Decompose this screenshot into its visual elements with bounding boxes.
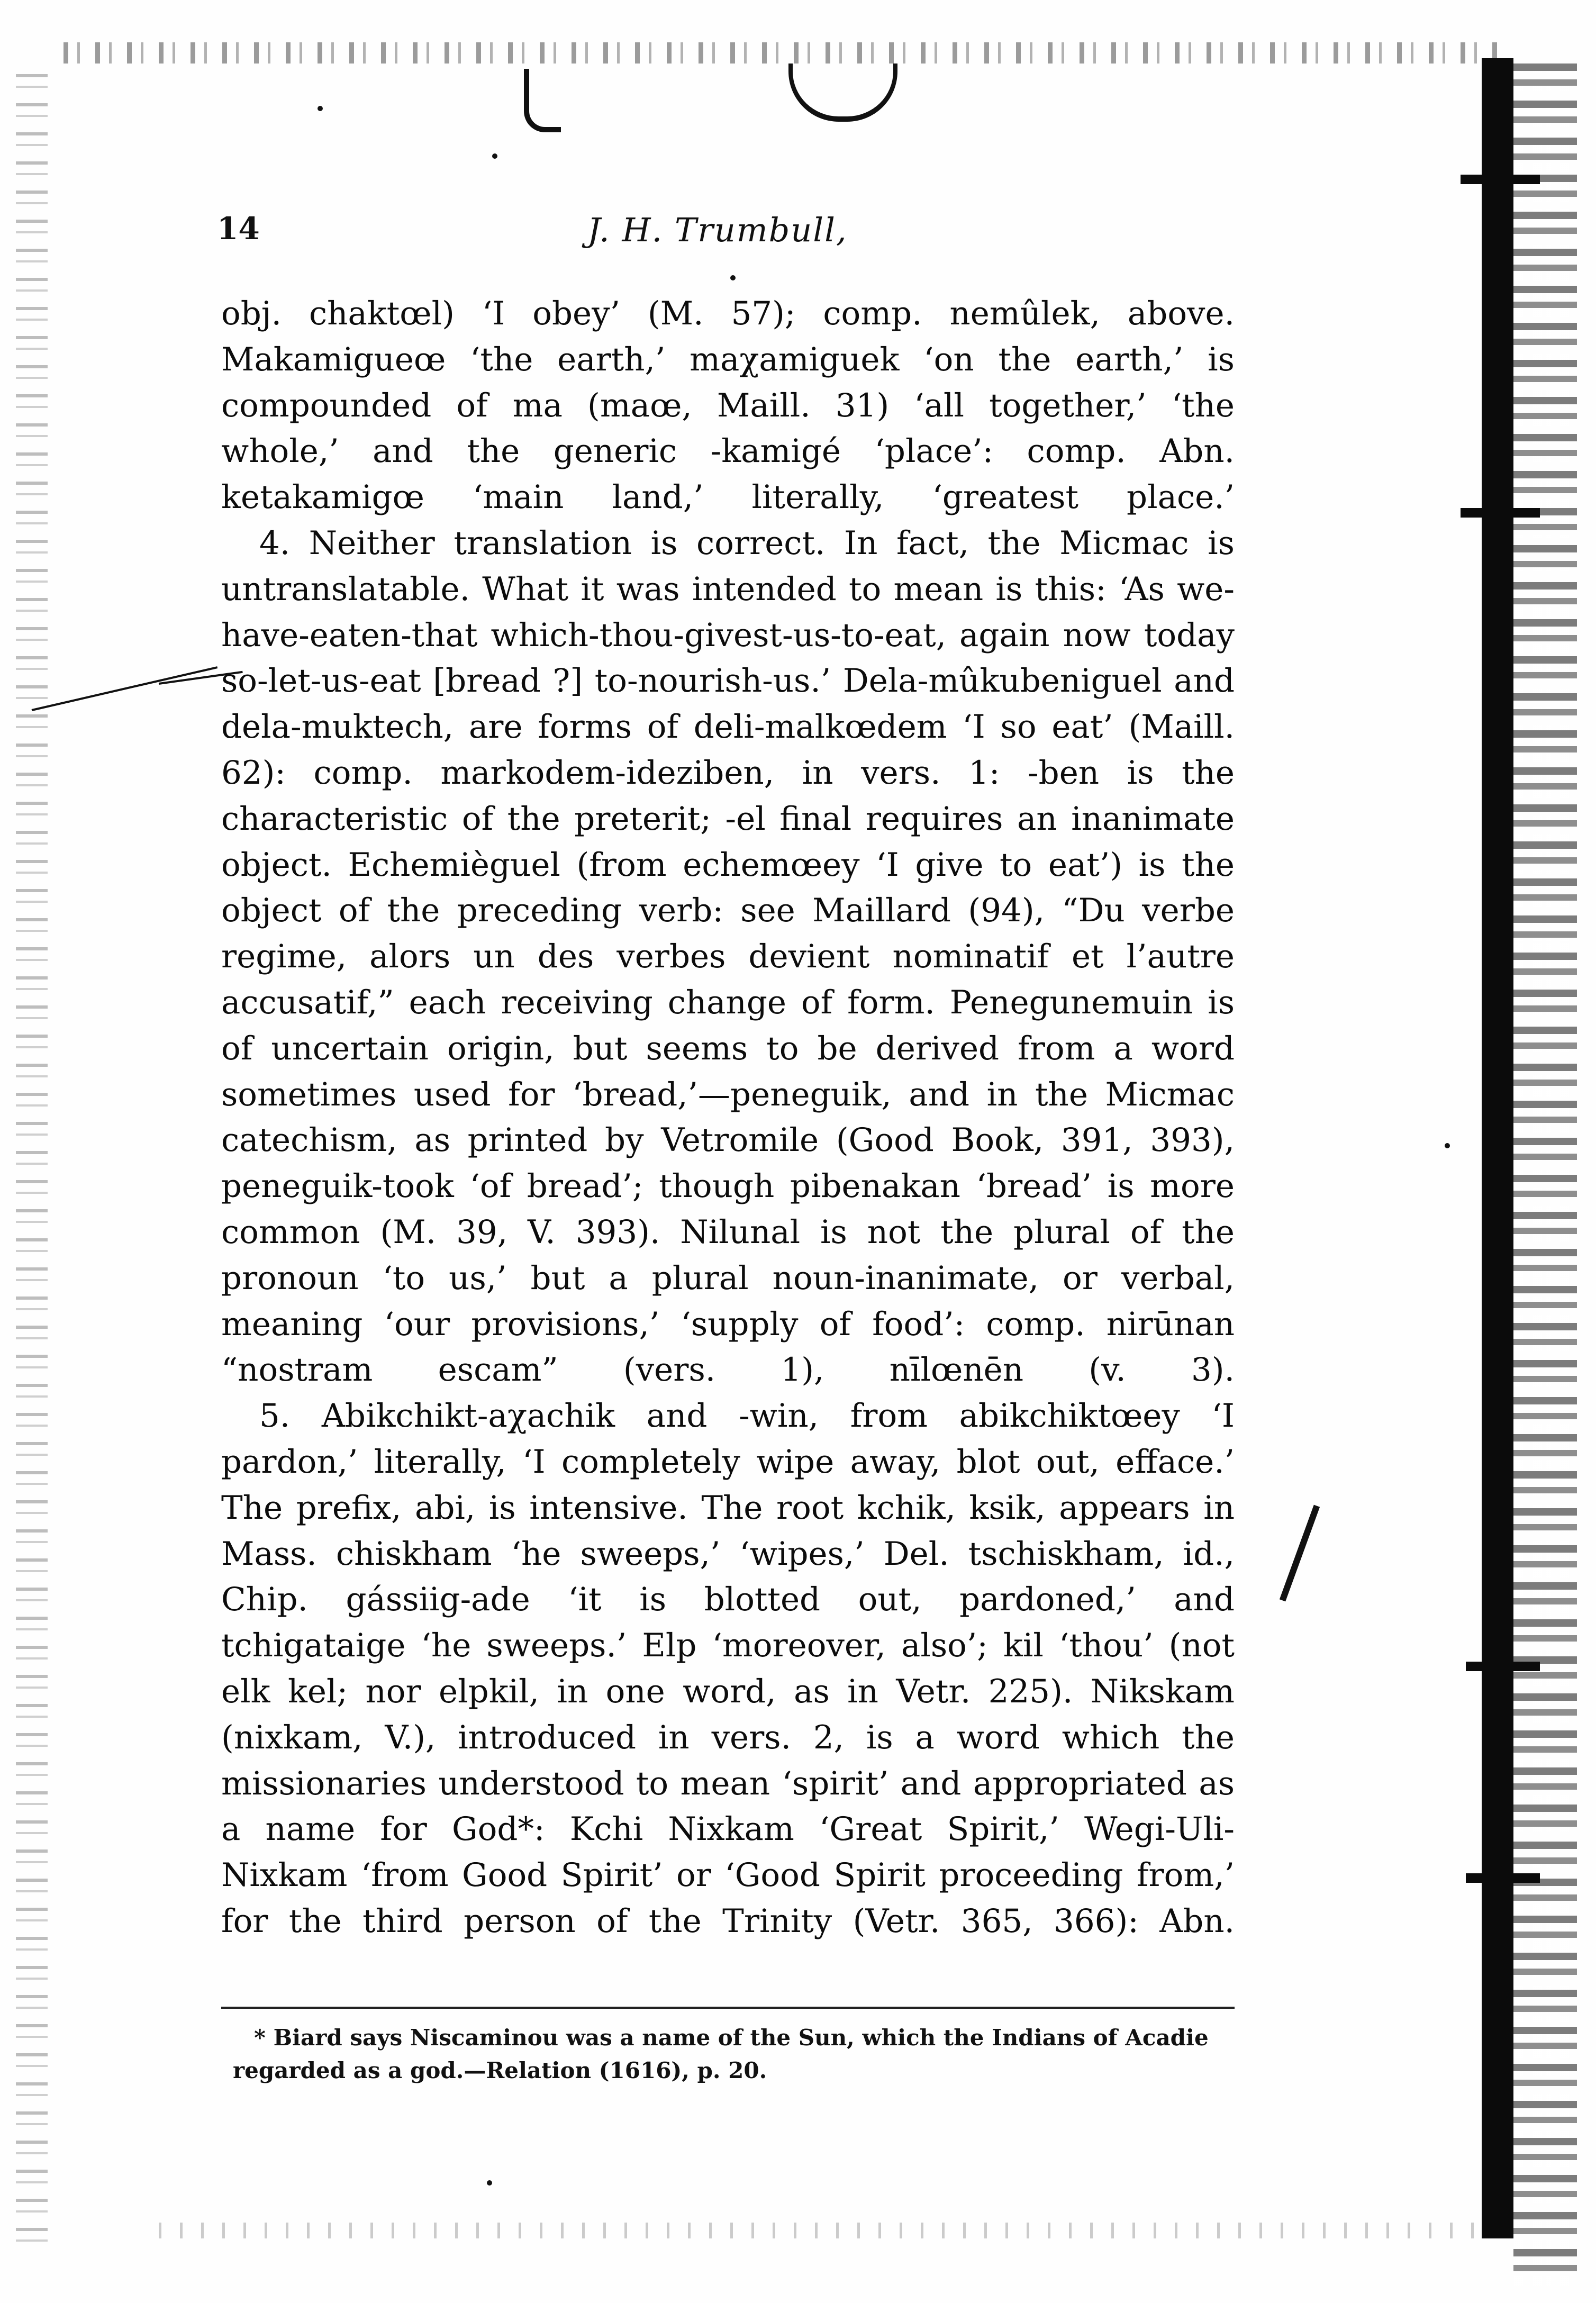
scan-top-edge bbox=[64, 42, 1503, 64]
scan-speck bbox=[318, 106, 323, 111]
page-number: 14 bbox=[217, 211, 260, 247]
running-head: J. H. Trumbull, bbox=[587, 211, 848, 249]
pen-loop-mark bbox=[788, 64, 897, 122]
scan-speck bbox=[492, 153, 497, 159]
scan-speck bbox=[730, 275, 736, 280]
scan-bottom-edge bbox=[159, 2223, 1482, 2238]
paragraph-continued: obj. chaktœl) ‘I obey’ (M. 57); comp. nemûlek, above. Makamigueœ ‘the earth,’ maχamiguek ‘on the earth,’ is compounded of ma (maœ, Maill. 31) ‘all together,’ ‘the whole,’ and the generic -kamigé ‘place’: comp. Abn. ketakamigœ ‘main land,’ literally, ‘greatest place.’ bbox=[221, 295, 1235, 516]
pen-hook-mark bbox=[524, 69, 561, 132]
scan-speck bbox=[487, 2180, 492, 2186]
spine-stitch-mark bbox=[1461, 175, 1540, 184]
paragraph-note-5: 5. Abikchikt-aχachik and -win, from abikchiktœey ‘I pardon,’ literally, ‘I completely wipe away, blot out, efface.’ The prefix, abi, is intensive. The root kchik, ksik, appears in Mass. chiskham ‘he sweeps,’ ‘wipes,’ Del. tschiskham, id., Chip. gássiig-ade ‘it is blotted out, pardoned,’ and tchigataige ‘he sweeps.’ Elp ‘moreover, also’; kil ‘thou’ (not elk kel; nor elpkil, in one word, as in Vetr. 225). Nikskam (nixkam, V.), introduced in vers. 2, is a word which the missionaries understood to mean ‘spirit’ and appropriated as a name for God*: Kchi Nixkam ‘Great Spirit,’ Wegi-Uli-Nixkam ‘from Good Spirit’ or ‘Good Spirit proceeding from,’ for the third person of the Trinity (Vetr. 365, 366): Abn. bbox=[221, 1397, 1235, 1940]
spine-stitch-mark bbox=[1466, 1873, 1540, 1883]
paragraph-note-4: 4. Neither translation is correct. In fact, the Micmac is untranslatable. What it was intended to mean is this: ‘As we-have-eaten-that which-thou-givest-us-to-eat, again now today so-let-us-eat [bread ?] to-nourish-us.’ Dela-mûkubeniguel and dela-muktech, are forms of deli-malkœdem ‘I so eat’ (Maill. 62): comp. markodem-ideziben, in vers. 1: -ben is the characteristic of the preterit; -el final requires an inanimate object. Echemièguel (from echemœey ‘I give to eat’) is the object of the preceding verb: see Maillard (94), “Du verbe regime, alors un des verbes devient nominatif et l’autre accusatif,” each receiving change of form. Penegunemuin is of uncertain origin, but seems to be derived from a word sometimes used for ‘bread,’—peneguik, and in the Micmac catechism, as printed by Vetromile (Good Book, 391, 393), peneguik-took ‘of bread’; though pibenakan ‘bread’ is more common (M. 39, V. 393). Nilunal is not the plural of the pronoun ‘to us,’ but a plural noun-inanimate, or verbal, meaning ‘our provisions,’ ‘supply of food’: comp. nirūnan “nostram escam” (vers. 1), nīlœnēn (v. 3). bbox=[221, 524, 1235, 1389]
book-spine-shadow bbox=[1513, 64, 1577, 2286]
footnote: * Biard says Niscaminou was a name of the Sun, which the Indians of Acadie regarded as a god.—Relation (1616), p. 20. bbox=[233, 2025, 1209, 2083]
page-header bbox=[217, 211, 1281, 264]
pen-slash-mark bbox=[1280, 1505, 1320, 1602]
spine-stitch-mark bbox=[1461, 508, 1540, 518]
spine-stitch-mark bbox=[1466, 1662, 1540, 1671]
body-text bbox=[221, 291, 1235, 1945]
footnote-rule bbox=[221, 2007, 1235, 2009]
pen-stroke bbox=[32, 666, 218, 711]
scan-left-edge bbox=[16, 74, 48, 2244]
book-spine bbox=[1482, 58, 1513, 2238]
scan-speck bbox=[1445, 1143, 1450, 1148]
